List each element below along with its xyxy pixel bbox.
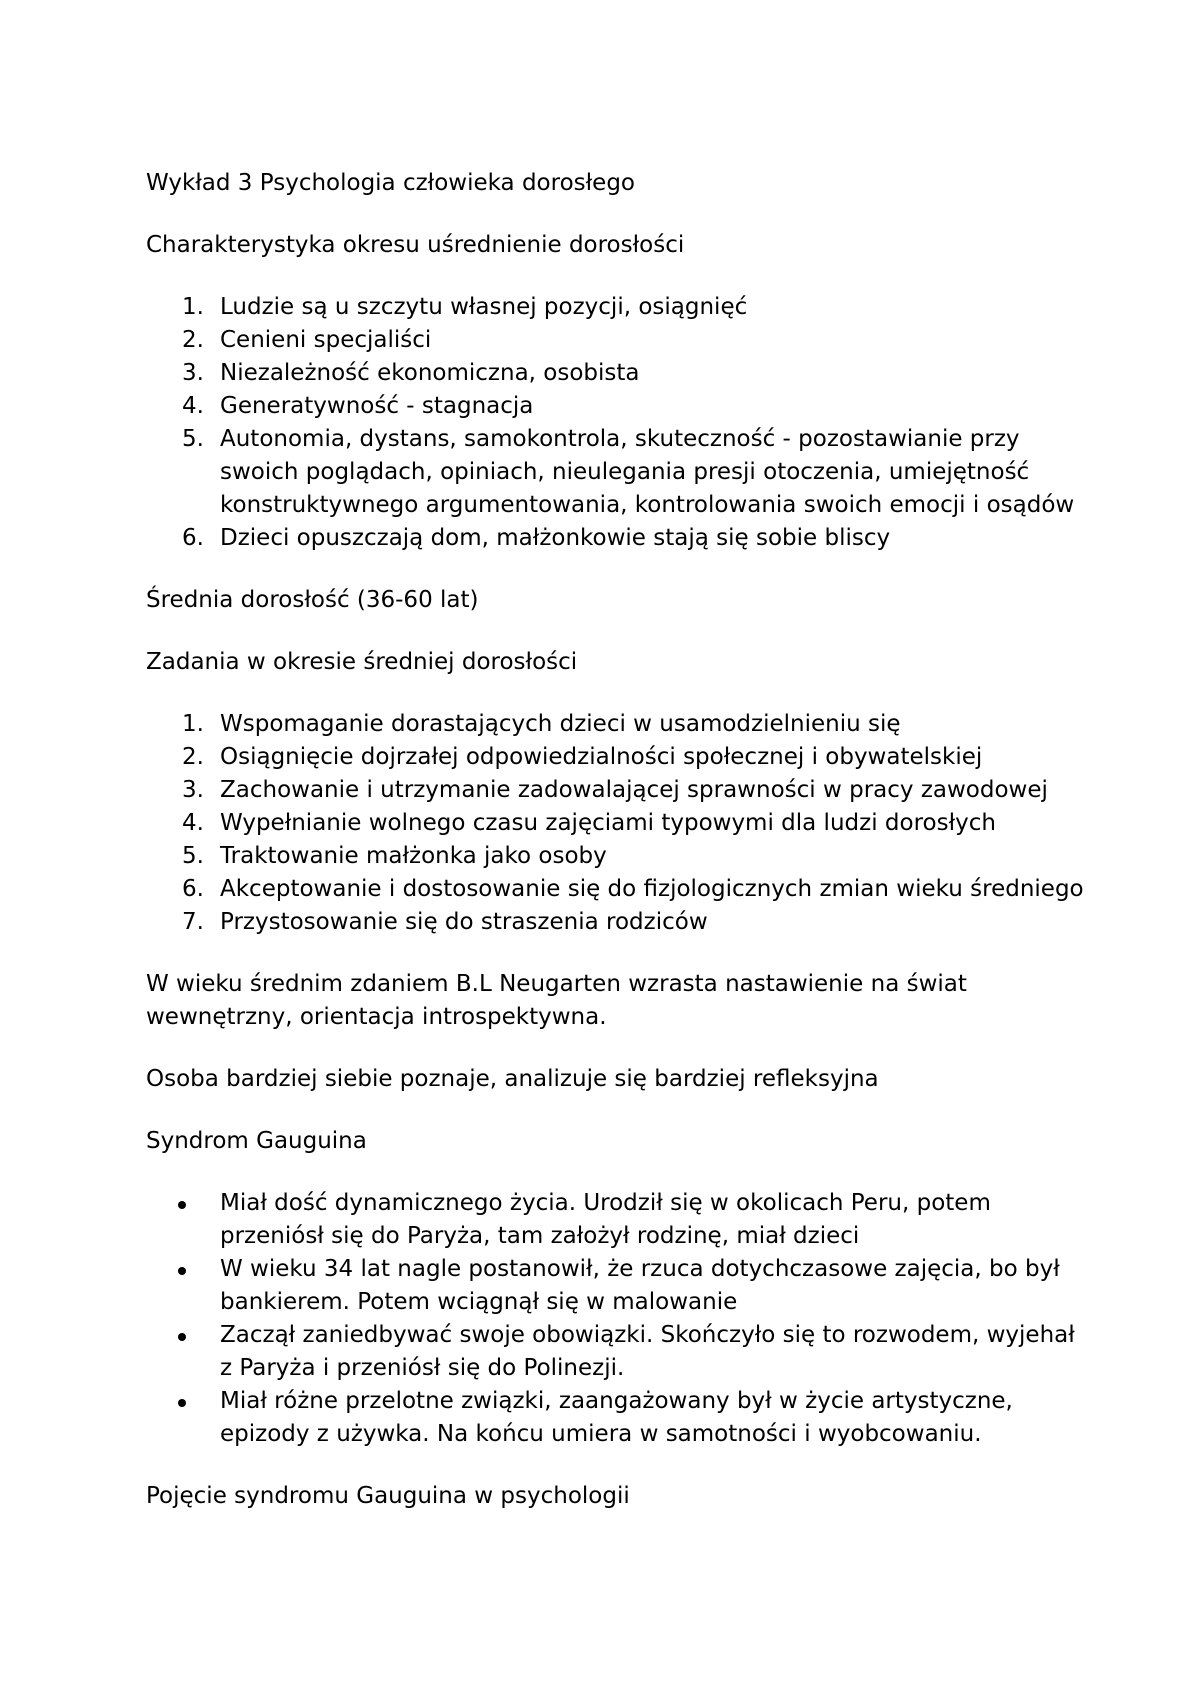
- list-item-text: Wypełnianie wolnego czasu zajęciami typowymi dla ludzi dorosłych: [220, 810, 996, 836]
- list-item-text: Autonomia, dystans, samokontrola, skuteczność - pozostawianie przy swoich poglądach, opiniach, nieulegania presji otoczenia, umiejętność konstruktywnego argumentowania, kontrolowania swoich emocji i osądów: [220, 426, 1075, 518]
- bullet-icon: [178, 1267, 186, 1275]
- list-item: [146, 291, 1086, 324]
- list-item: [146, 741, 1086, 774]
- bullet-item: [146, 1253, 1086, 1319]
- bullet-item: [146, 1187, 1086, 1253]
- list-item-text: Generatywność - stagnacja: [220, 393, 534, 419]
- document-title: Wykład 3 Psychologia człowieka dorosłego: [146, 170, 635, 196]
- list-number: 4.: [182, 393, 204, 419]
- list-item: [146, 807, 1086, 840]
- section-heading-characteristics: Charakterystyka okresu uśrednienie dorosłości: [146, 232, 685, 258]
- list-item-text: Akceptowanie i dostosowanie się do fizjologicznych zmian wieku średniego: [220, 876, 1084, 902]
- list-number: 5.: [182, 426, 204, 452]
- list-item-text: Zachowanie i utrzymanie zadowalającej sprawności w pracy zawodowej: [220, 777, 1048, 803]
- list-number: 7.: [182, 909, 204, 935]
- tasks-list: [146, 708, 1086, 939]
- list-item-text: Ludzie są u szczytu własnej pozycji, osiągnięć: [220, 294, 748, 320]
- list-number: 3.: [182, 777, 204, 803]
- list-number: 5.: [182, 843, 204, 869]
- paragraph-neugarten: W wieku średnim zdaniem B.L Neugarten wzrasta nastawienie na świat wewnętrzny, orientacja introspektywna.: [146, 971, 967, 1030]
- bullet-text: W wieku 34 lat nagle postanowił, że rzuca dotychczasowe zajęcia, bo był bankierem. Potem wciągnął się w malowanie: [220, 1256, 1060, 1315]
- document-page: [146, 167, 1086, 1542]
- list-item: [146, 708, 1086, 741]
- list-item: [146, 357, 1086, 390]
- bullet-text: Miał różne przelotne związki, zaangażowany był w życie artystyczne, epizody z używka. Na końcu umiera w samotności i wyobcowaniu.: [220, 1388, 1013, 1447]
- list-item: [146, 390, 1086, 423]
- list-number: 1.: [182, 294, 204, 320]
- list-item-text: Niezależność ekonomiczna, osobista: [220, 360, 640, 386]
- list-item: [146, 840, 1086, 873]
- list-item: [146, 774, 1086, 807]
- bullet-icon: [178, 1333, 186, 1341]
- bullet-item: [146, 1385, 1086, 1451]
- list-item: [146, 324, 1086, 357]
- list-item: [146, 906, 1086, 939]
- list-number: 2.: [182, 327, 204, 353]
- gauguin-bullet-list: [146, 1187, 1086, 1451]
- bullet-text: Miał dość dynamicznego życia. Urodził się w okolicach Peru, potem przeniósł się do Paryża, tam założył rodzinę, miał dzieci: [220, 1190, 991, 1249]
- list-item: [146, 522, 1086, 555]
- list-number: 2.: [182, 744, 204, 770]
- bullet-text: Zaczął zaniedbywać swoje obowiązki. Skończyło się to rozwodem, wyjehał z Paryża i przeniósł się do Polinezji.: [220, 1322, 1075, 1381]
- list-item-text: Wspomaganie dorastających dzieci w usamodzielnieniu się: [220, 711, 901, 737]
- bullet-item: [146, 1319, 1086, 1385]
- section-heading-middle-adulthood: Średnia dorosłość (36-60 lat): [146, 587, 479, 613]
- list-number: 3.: [182, 360, 204, 386]
- list-number: 4.: [182, 810, 204, 836]
- bullet-icon: [178, 1399, 186, 1407]
- list-number: 1.: [182, 711, 204, 737]
- list-item-text: Osiągnięcie dojrzałej odpowiedzialności społecznej i obywatelskiej: [220, 744, 983, 770]
- list-item-text: Przystosowanie się do straszenia rodziców: [220, 909, 708, 935]
- paragraph-self-knowledge: Osoba bardziej siebie poznaje, analizuje się bardziej refleksyjna: [146, 1066, 879, 1092]
- list-item-text: Cenieni specjaliści: [220, 327, 432, 353]
- list-number: 6.: [182, 876, 204, 902]
- bullet-icon: [178, 1201, 186, 1209]
- list-number: 6.: [182, 525, 204, 551]
- section-heading-tasks: Zadania w okresie średniej dorosłości: [146, 649, 578, 675]
- list-item: [146, 423, 1086, 522]
- characteristics-list: [146, 291, 1086, 555]
- list-item-text: Dzieci opuszczają dom, małżonkowie stają się sobie bliscy: [220, 525, 891, 551]
- list-item-text: Traktowanie małżonka jako osoby: [220, 843, 607, 869]
- section-heading-gauguin-psychology: Pojęcie syndromu Gauguina w psychologii: [146, 1483, 630, 1509]
- list-item: [146, 873, 1086, 906]
- section-heading-gauguin-syndrome: Syndrom Gauguina: [146, 1128, 367, 1154]
